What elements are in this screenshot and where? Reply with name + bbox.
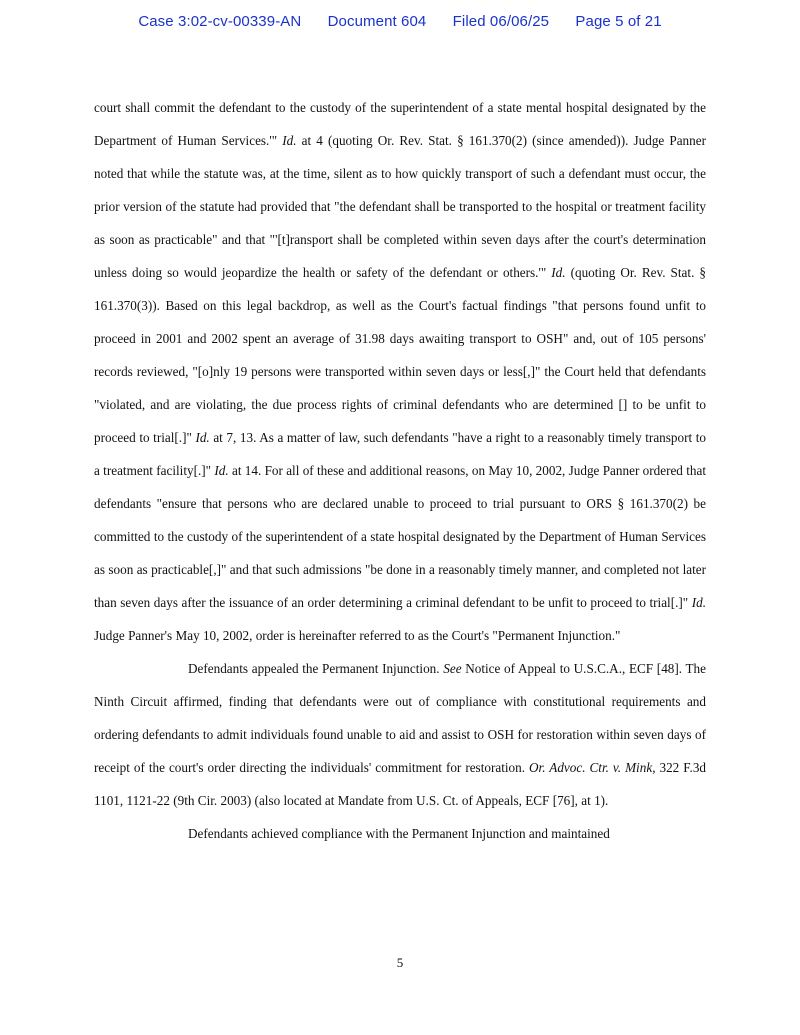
filed-date: Filed 06/06/25 bbox=[452, 13, 550, 30]
text-run: Defendants achieved compliance with the Permanent Injunction and maintained bbox=[188, 826, 610, 841]
text-run: at 4 (quoting Or. Rev. Stat. § 161.370(2) (since amended)). Judge Panner noted that while the statute was, at the time, silent as to how quickly transport of such a defendant must occur, the prior version of the statute had provided that "the defendant shall be transported to the hospital or treatment facility as soon as practicable" and that "'[t]ransport shall be completed within seven days after the court's determination unless doing so would jeopardize the health or safety of the defendant or others.'" bbox=[94, 133, 706, 280]
document-body bbox=[94, 91, 706, 850]
text-run: at 7, 13. As a matter of law, such defendants "have a right to a reasonably timely transport to a treatment facility[.]" bbox=[94, 430, 706, 478]
text-run: Notice of Appeal to U.S.C.A., ECF [48]. The Ninth Circuit affirmed, finding that defendants were out of compliance with constitutional requirements and ordering defendants to admit individuals found unable to aid and assist to OSH for restoration within seven days of receipt of the court's order directing the individuals' commitment for restoration. bbox=[94, 661, 706, 775]
paragraph bbox=[94, 91, 706, 652]
citation-italic: See bbox=[443, 661, 462, 676]
case-number: Case 3:02-cv-00339-AN bbox=[138, 13, 302, 30]
citation-italic: Id. bbox=[214, 463, 229, 478]
page-number: 5 bbox=[396, 955, 404, 970]
citation-italic: Or. Advoc. Ctr. v. Mink bbox=[529, 760, 653, 775]
citation-italic: Id. bbox=[282, 133, 297, 148]
document-number: Document 604 bbox=[327, 13, 427, 30]
docket-header bbox=[0, 13, 800, 30]
paragraph bbox=[94, 652, 706, 817]
citation-italic: Id. bbox=[551, 265, 566, 280]
citation-italic: Id. bbox=[691, 595, 706, 610]
text-run: court shall commit the defendant to the custody of the superintendent of a state mental hospital designated by the Department of Human Services.'" bbox=[94, 100, 706, 148]
text-run: , 322 F.3d 1101, 1121-22 (9th Cir. 2003) (also located at Mandate from U.S. Ct. of Appeals, ECF [76], at 1). bbox=[94, 760, 707, 808]
citation-italic: Id. bbox=[195, 430, 210, 445]
page-indicator: Page 5 of 21 bbox=[575, 13, 662, 30]
text-run: at 14. For all of these and additional reasons, on May 10, 2002, Judge Panner ordered that defendants "ensure that persons who are declared unable to proceed to trial pursuant to ORS § 161.370(2) be committed to the custody of the superintendent of a state hospital designated by the Department of Human Services as soon as practicable[,]" and that such admissions "be done in a reasonably timely manner, and completed not later than seven days after the issuance of an order determining a criminal defendant to be unfit to proceed to trial[.]" bbox=[94, 463, 706, 610]
text-run: Defendants appealed the Permanent Injunction. bbox=[188, 661, 444, 676]
text-run: Judge Panner's May 10, 2002, order is hereinafter referred to as the Court's "Permanent Injunction." bbox=[94, 628, 621, 643]
text-run: (quoting Or. Rev. Stat. § 161.370(3)). Based on this legal backdrop, as well as the Court's factual findings "that persons found unfit to proceed in 2001 and 2002 spent an average of 31.98 days awaiting transport to OSH" and, out of 105 persons' records reviewed, "[o]nly 19 persons were transported within seven days or less[,]" the Court held that defendants "violated, and are violating, the due process rights of criminal defendants who are determined [] to be unfit to proceed to trial[.]" bbox=[94, 265, 706, 445]
paragraph bbox=[94, 817, 706, 850]
